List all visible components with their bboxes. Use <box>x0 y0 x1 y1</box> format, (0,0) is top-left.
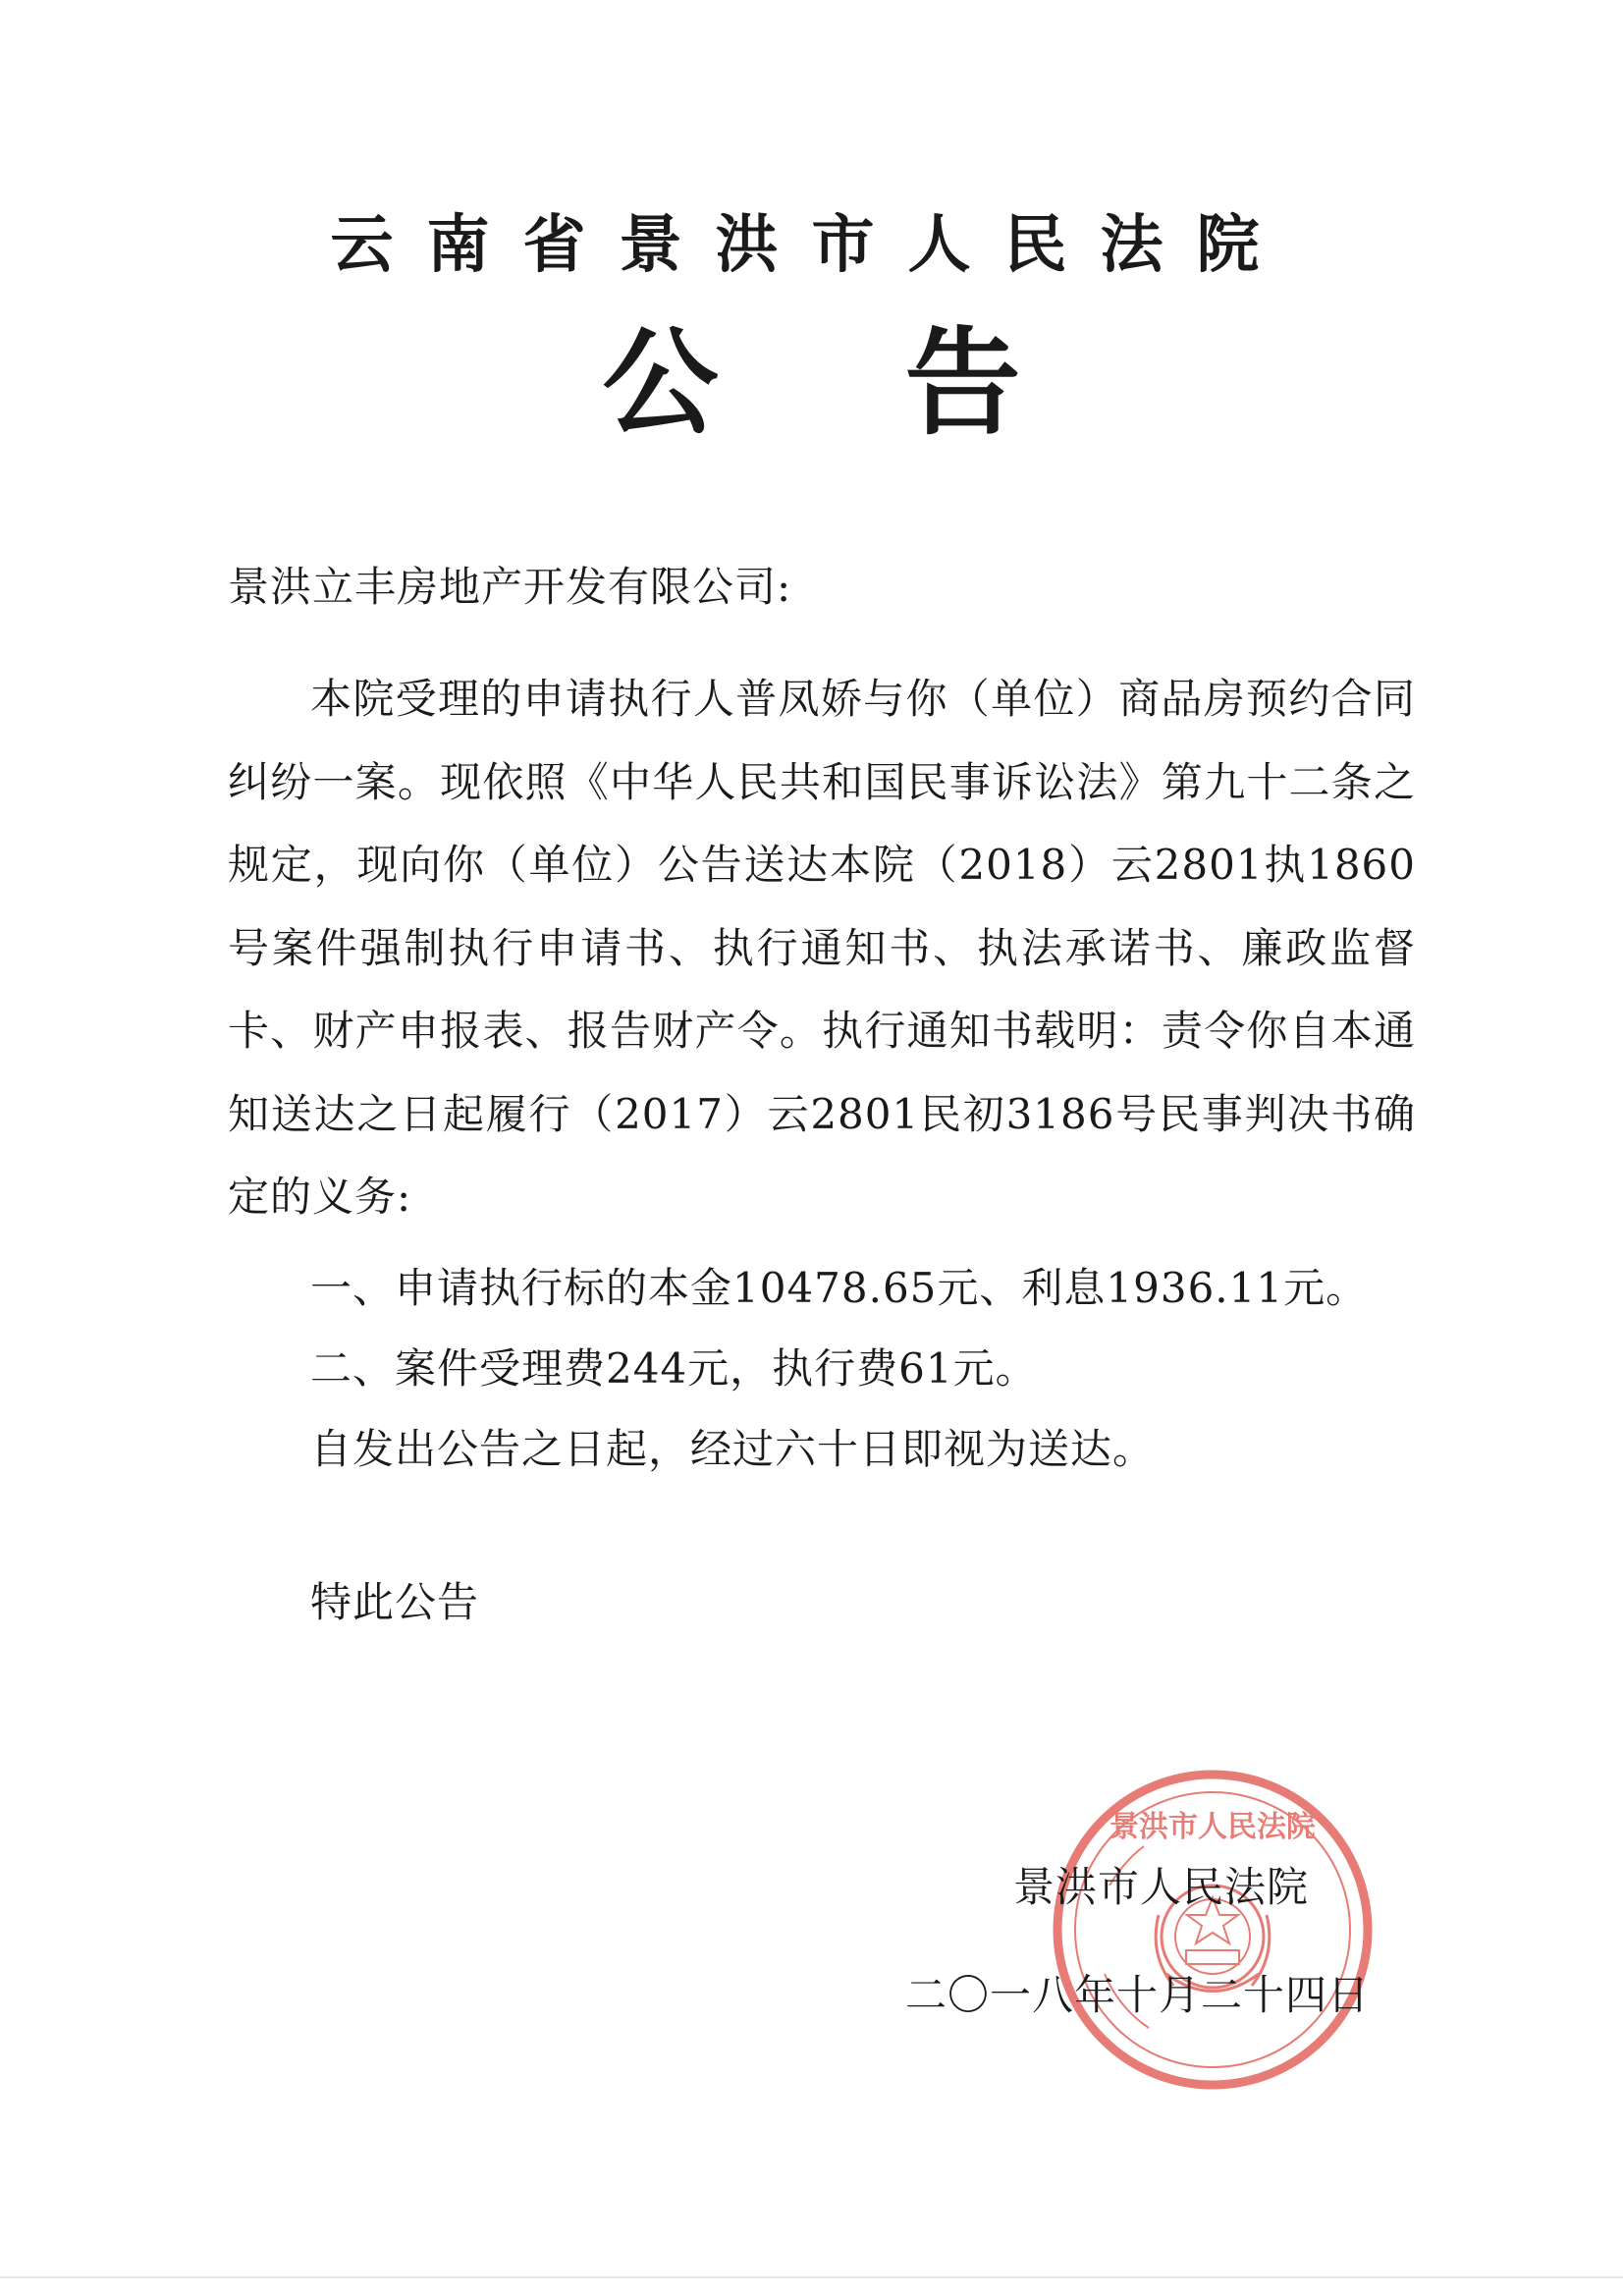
notice-body-paragraph: 本院受理的申请执行人普凤娇与你（单位）商品房预约合同纠纷一案。现依照《中华人民共和国民事诉讼法》第九十二条之规定，现向你（单位）公告送达本院（2018）云2801执1860号案件强制执行申请书、执行通知书、执法承诺书、廉政监督卡、财产申报表、报告财产令。执行通知书载明：责令你自本通知送达之日起履行（2017）云2801民初3186号民事判决书确定的义务: <box>228 675 1416 1221</box>
obligation-item-2: 二、案件受理费244元，执行费61元。 <box>310 1344 1038 1393</box>
closing-statement: 特此公告 <box>310 1578 480 1626</box>
court-seal-stamp <box>1051 1768 1375 2092</box>
service-period-statement: 自发出公告之日起，经过六十日即视为送达。 <box>310 1425 1156 1473</box>
court-name-heading: 云南省景洪市人民法院 <box>330 208 1293 282</box>
svg-text:景洪市人民法院: 景洪市人民法院 <box>1109 1810 1316 1844</box>
addressee: 景洪立丰房地产开发有限公司: <box>228 563 792 611</box>
signature-date: 二〇一八年十月二十四日 <box>905 1971 1371 2019</box>
signature-court-name: 景洪市人民法院 <box>1013 1863 1310 1911</box>
obligation-item-1: 一、申请执行标的本金10478.65元、利息1936.11元。 <box>310 1264 1369 1312</box>
scan-edge-line <box>0 2276 1623 2278</box>
document-title: 公告 <box>602 314 1208 451</box>
